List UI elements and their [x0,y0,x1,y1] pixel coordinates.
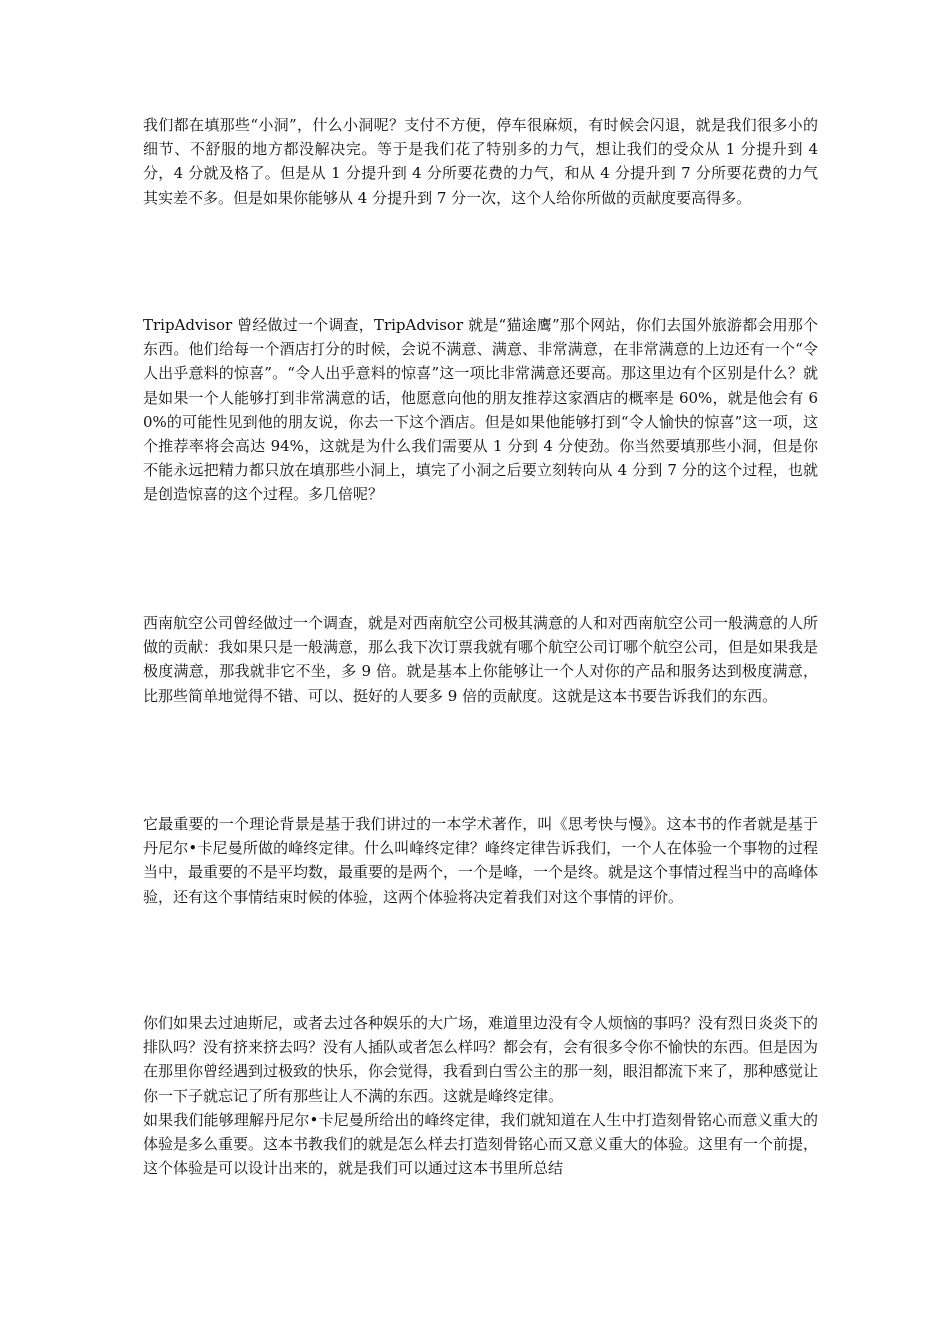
paragraph-group-disney [143,1011,818,1180]
paragraph-southwest-airlines: 西南航空公司曾经做过一个调查，就是对西南航空公司极其满意的人和对西南航空公司一般满意的人所做的贡献：我如果只是一般满意，那么我下次订票我就有哪个航空公司订哪个航空公司，但是如果我是极度满意，那我就非它不坐，多 9 倍。就是基本上你能够让一个人对你的产品和服务达到极度满意，比那些简单地觉得不错、可以、挺好的人要多 9 倍的贡献度。这就是这本书要告诉我们的东西。 [143,614,819,705]
paragraph-designed-experience: 如果我们能够理解丹尼尔•卡尼曼所给出的峰终定律，我们就知道在人生中打造刻骨铭心而意义重大的体验是多么重要。这本书教我们的就是怎么样去打造刻骨铭心而又意义重大的体验。这里有一个前提，这个体验是可以设计出来的，就是我们可以通过这本书里所总结 [143,1110,819,1178]
paragraph-tripadvisor-survey: TripAdvisor 曾经做过一个调查，TripAdvisor 就是“猫途鹰”那个网站，你们去国外旅游都会用那个东西。他们给每一个酒店打分的时候，会说不满意、满意、非常满意，在非常满意的上边还有一个“令人出乎意料的惊喜”。“令人出乎意料的惊喜”这一项比非常满意还要高。那这里边有个区别是什么？就是如果一个人能够打到非常满意的话，他愿意向他的朋友推荐这家酒店的概率是 60%，就是他会有 60%的可能性见到他的朋友说，你去一下这个酒店。但是如果他能够打到“令人愉快的惊喜”这一项，这个推荐率将会高达 94%，这就是为什么我们需要从 1 分到 4 分使劲。你当然要填那些小洞，但是你不能永远把精力都只放在填那些小洞上，填完了小洞之后要立刻转向从 4 分到 7 分的这个过程，也就是创造惊喜的这个过程。多几倍呢？ [143,316,818,504]
paragraph-small-holes: 我们都在填那些“小洞”，什么小洞呢？支付不方便，停车很麻烦，有时候会闪退，就是我们很多小的细节、不舒服的地方都没解决完。等于是我们花了特别多的力气，想让我们的受众从 1 分提升到 4 分，4 分就及格了。但是从 1 分提升到 4 分所要花费的力气，和从 4 分提升到 7 分所要花费的力气其实差不多。但是如果你能够从 4 分提升到 7 分一次，这个人给你所做的贡献度要高得多。 [143,116,818,207]
paragraph-disney-example: 你们如果去过迪斯尼，或者去过各种娱乐的大广场，难道里边没有令人烦恼的事吗？没有烈日炎炎下的排队吗？没有挤来挤去吗？没有人插队或者怎么样吗？都会有，会有很多令你不愉快的东西。但是因为在那里你曾经遇到过极致的快乐，你会觉得，我看到白雪公主的那一刻，眼泪都流下来了，那种感觉让你一下子就忘记了所有那些让人不满的东西。这就是峰终定律。 [143,1014,819,1105]
paragraph-peak-end-rule: 它最重要的一个理论背景是基于我们讲过的一本学术著作，叫《思考快与慢》。这本书的作者就是基于丹尼尔•卡尼曼所做的峰终定律。什么叫峰终定律？峰终定律告诉我们，一个人在体验一个事物的过程当中，最重要的不是平均数，最重要的是两个，一个是峰，一个是终。就是这个事情过程当中的高峰体验，还有这个事情结束时候的体验，这两个体验将决定着我们对这个事情的评价。 [143,815,819,906]
